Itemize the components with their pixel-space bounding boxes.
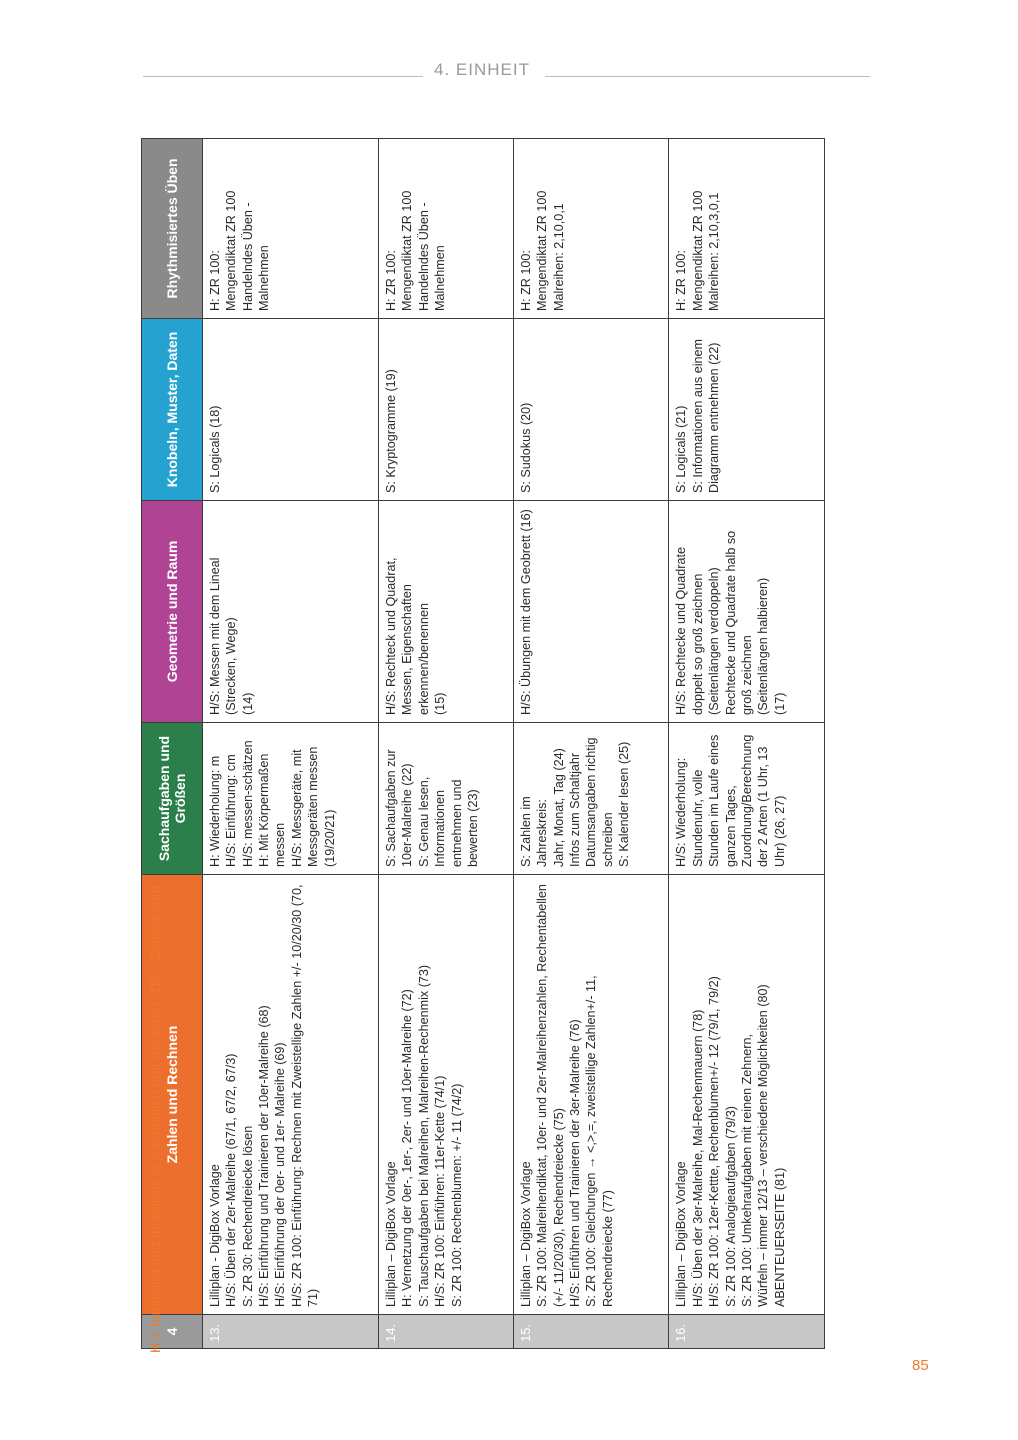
cell-rhyt	[379, 139, 514, 319]
cell-line: H: Wiederholung: m	[208, 755, 222, 867]
cell-line: S: ZR 100: Malreihendiktat, 10er- und 2er-Malreihenzahlen, Rechentabellen (+/- 11/20/30), Rechendreiecke (75)	[535, 884, 566, 1307]
header-zahlen-und-rechnen: Zahlen und Rechnen	[142, 875, 203, 1315]
cell-line: H: ZR 100:	[384, 250, 399, 311]
cell-line: H/S: Üben der 3er-Malreihe, Mal-Rechenmauern (78)	[690, 1009, 705, 1307]
cell-line: H: ZR 100:	[674, 250, 689, 311]
cell-line: H/S: Rechteck und Quadrat, Messen, Eigenschaften erkennen/benennen	[384, 557, 431, 715]
cell-line: Mengendiktat ZR 100	[400, 190, 415, 311]
cell-geo	[669, 501, 825, 723]
chapter-title: 4. EINHEIT	[434, 60, 530, 79]
header-rule-left	[143, 76, 423, 77]
cell-line: Handelndes Üben - Malnehmen	[416, 202, 448, 311]
cell-sach	[379, 723, 514, 875]
header-rule-right	[545, 76, 870, 77]
cell-rhyt	[203, 139, 379, 319]
cell-line: S: ZR 30: Rechendreiecke lösen	[240, 1125, 255, 1307]
header-geometrie: Geometrie und Raum	[142, 501, 203, 723]
cell-line: (Seitenlängen verdoppeln)	[707, 567, 722, 715]
cell-line: Lilliplan – DigiBox Vorlage	[384, 1161, 399, 1307]
cell-line: H: Vernetzung der 0er-, 1er-, 2er- und 10er-Malreihe (72)	[400, 989, 415, 1307]
table-row	[513, 139, 669, 1349]
header-knobeln: Knobeln, Muster, Daten	[142, 319, 203, 501]
cell-line: S: ZR 100: Rechenblumen: +/- 11 (74/2)	[449, 1083, 464, 1307]
page-number: 85	[912, 1357, 929, 1374]
table-row	[669, 139, 825, 1349]
cell-line: Malreihen: 2,10,3,0,1	[707, 192, 722, 311]
table-row	[203, 139, 379, 1349]
cell-geo	[379, 501, 514, 723]
cell-line: S: Kalender lesen (25)	[617, 741, 632, 867]
header-rhythmisiertes-ueben: Rhythmisiertes Üben	[142, 139, 203, 319]
cell-line: Lilliplan - DigiBox Vorlage	[208, 1164, 222, 1307]
cell-line: Rechtecke und Quadrate halb so groß zeichnen	[723, 530, 754, 715]
table-row	[379, 139, 514, 1349]
cell-line: S: Logicals (18)	[208, 405, 222, 493]
cell-knob	[669, 319, 825, 501]
row-number: 16.	[669, 1315, 825, 1349]
cell-line: S: ZR 100: Gleichungen → <,>,=, zweistellige Zahlen+/- 11, Rechendreiecke (77)	[584, 975, 615, 1307]
cell-line: S: Genau lesen, Informationen entnehmen und bewerten (23)	[416, 776, 480, 867]
cell-line: H/S: Einführung: cm	[224, 754, 239, 867]
cell-line: Lilliplan – DigiBox Vorlage	[674, 1161, 689, 1307]
cell-line: (17)	[772, 692, 787, 715]
cell-zahlen	[203, 875, 379, 1315]
cell-line: S: ZR 100: Analogieaufgaben (79/3)	[723, 1106, 738, 1307]
cell-zahlen	[513, 875, 669, 1315]
lesson-plan-table	[141, 138, 825, 1349]
cell-zahlen	[379, 875, 514, 1315]
cell-knob	[379, 319, 514, 501]
cell-rhyt	[669, 139, 825, 319]
cell-line: H/S: Wiederholung: Stundenuhr, volle Stunden im Laufe eines ganzen Tages,	[674, 734, 738, 867]
cell-line: Zuordnung/Berechnung der 2 Arten (1 Uhr, 13 Uhr) (26, 27)	[739, 734, 787, 867]
cell-line: S: Tauschaufgaben bei Malreihen, Malreihen-Rechenmix (73)	[416, 964, 431, 1307]
cell-line: ABENTEUERSEITE (81)	[772, 1167, 787, 1307]
cell-line: S: Sudokus (20)	[518, 402, 533, 493]
row-number: 13.	[203, 1315, 379, 1349]
cell-line: S: Kryptogramme (19)	[384, 369, 399, 493]
footnote-legend: H = handelnd und mündlich, S = schriftlich (mit Sprache), ZR = Zahlenraum	[147, 885, 163, 1353]
cell-geo	[513, 501, 669, 723]
row-number: 15.	[513, 1315, 669, 1349]
cell-line: Jahr, Monat, Tag (24)	[551, 748, 566, 867]
cell-sach	[669, 723, 825, 875]
cell-line: H/S: Messen mit dem Lineal (Strecken, Wege)	[208, 557, 239, 715]
cell-line: H/S: Messgeräte, mit Messgeräten messen	[289, 746, 321, 867]
cell-line: Lilliplan – DigiBox Vorlage	[518, 1161, 533, 1307]
rotated-plan-table	[141, 139, 825, 1349]
cell-line: S: Sachaufgaben zur 10er-Malreihe (22)	[384, 749, 415, 867]
cell-sach	[513, 723, 669, 875]
cell-line: S: Logicals (21)	[674, 405, 689, 493]
cell-line: Mengendiktat ZR 100	[535, 190, 550, 311]
cell-line: H/S: ZR 100: 12er-Kettte, Rechenblumen+/- 12 (79/1, 79/2)	[707, 976, 722, 1307]
cell-line: Mengendiktat ZR 100	[224, 190, 239, 311]
cell-rhyt	[513, 139, 669, 319]
cell-line: (15)	[433, 692, 448, 715]
cell-zahlen	[669, 875, 825, 1315]
row-number: 14.	[379, 1315, 514, 1349]
cell-line: H/S: Üben der 2er-Malreihe (67/1, 67/2, 67/3)	[224, 1053, 239, 1307]
cell-line: H/S: Einführen und Trainieren der 3er-Malreihe (76)	[568, 1019, 583, 1307]
cell-sach	[203, 723, 379, 875]
cell-line: (19/20/21)	[322, 809, 337, 867]
cell-knob	[513, 319, 669, 501]
cell-line: H/S: messen-schätzen	[240, 740, 255, 867]
cell-line: Malreihen: 2,10,0,1	[551, 203, 566, 311]
cell-line: S: Zahlen im Jahreskreis:	[518, 796, 550, 867]
cell-line: H/S: Einführung der 0er- und 1er- Malreihe (69)	[273, 1042, 288, 1307]
cell-line: H/S: Rechtecke und Quadrate doppelt so groß zeichnen	[674, 546, 705, 715]
cell-line: H: ZR 100:	[208, 250, 222, 311]
cell-line: Mengendiktat ZR 100	[690, 190, 705, 311]
header-unit-number: 4	[142, 1315, 203, 1349]
cell-line: H/S: Einführung und Trainieren der 10er-Malreihe (68)	[257, 1005, 272, 1307]
cell-knob	[203, 319, 379, 501]
cell-line: H/S: ZR 100: Einführen: 11er-Kette (74/1)	[433, 1075, 448, 1307]
cell-line: (14)	[240, 692, 255, 715]
cell-line: H/S: ZR 100: Einführung: Rechnen mit Zweistellige Zahlen +/- 10/20/30 (70, 71)	[289, 884, 321, 1307]
cell-line: H/S: Übungen mit dem Geobrett (16)	[518, 509, 533, 715]
cell-line: H: Mit Körpermaßen messen	[257, 753, 288, 867]
header-sachaufgaben: Sachaufgaben und Größen	[142, 723, 203, 875]
cell-geo	[203, 501, 379, 723]
cell-line: Datumsangaben richtig schreiben	[584, 737, 615, 867]
cell-line: H: ZR 100:	[518, 250, 533, 311]
cell-line: Handelndes Üben - Malnehmen	[240, 202, 272, 311]
cell-line: S: ZR 100: Umkehraufgaben mit reinen Zehnern,	[739, 1033, 754, 1307]
cell-line: S: Informationen aus einem Diagramm entnehmen (22)	[690, 338, 722, 493]
cell-line: Infos zum Schaltjahr	[568, 752, 583, 867]
cell-line: (Seitenlängen halbieren)	[756, 577, 771, 715]
cell-line: Würfeln – immer 12/13 – verschiedene Möglichkeiten (80)	[756, 984, 771, 1307]
